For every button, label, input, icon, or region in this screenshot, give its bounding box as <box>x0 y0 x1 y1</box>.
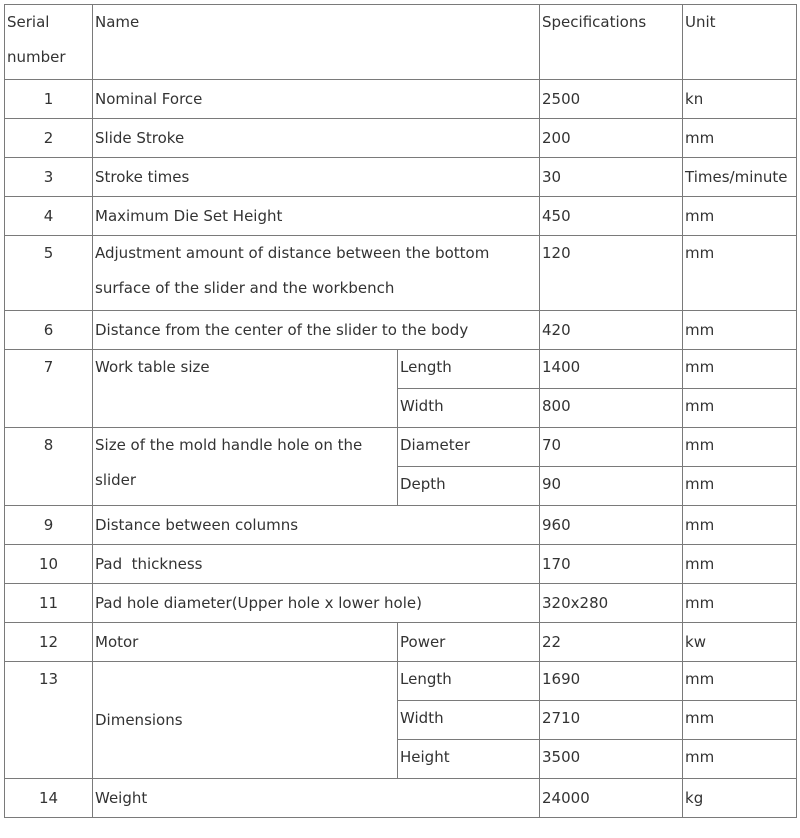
row-unit: mm <box>683 545 797 584</box>
row-name: Work table size <box>93 350 398 428</box>
row-number: 5 <box>5 236 93 311</box>
row-unit: mm <box>683 236 797 311</box>
spec-table <box>4 4 797 818</box>
row-unit: mm <box>683 467 797 506</box>
row-name: Distance from the center of the slider to the body <box>93 311 540 350</box>
table-row <box>5 506 797 545</box>
row-spec: 90 <box>540 467 683 506</box>
table-row <box>5 779 797 818</box>
row-unit: mm <box>683 350 797 389</box>
row-number: 14 <box>5 779 93 818</box>
row-sub: Width <box>398 389 540 428</box>
row-name: Maximum Die Set Height <box>93 197 540 236</box>
row-sub: Power <box>398 623 540 662</box>
row-spec: 320x280 <box>540 584 683 623</box>
row-name: Nominal Force <box>93 80 540 119</box>
row-unit: Times/minute <box>683 158 797 197</box>
header-serial: Serial number <box>5 5 93 80</box>
table-row <box>5 584 797 623</box>
row-unit: mm <box>683 119 797 158</box>
row-unit: mm <box>683 584 797 623</box>
row-spec: 420 <box>540 311 683 350</box>
header-spec: Specifications <box>540 5 683 80</box>
row-spec: 450 <box>540 197 683 236</box>
table-row <box>5 428 797 467</box>
row-name: Motor <box>93 623 398 662</box>
table-row <box>5 119 797 158</box>
header-unit: Unit <box>683 5 797 80</box>
row-unit: kg <box>683 779 797 818</box>
row-spec: 1400 <box>540 350 683 389</box>
row-sub: Length <box>398 662 540 701</box>
row-number: 1 <box>5 80 93 119</box>
row-unit: mm <box>683 506 797 545</box>
row-number: 13 <box>5 662 93 779</box>
table-row <box>5 197 797 236</box>
table-row <box>5 662 797 701</box>
row-spec: 22 <box>540 623 683 662</box>
table-row <box>5 236 797 311</box>
row-number: 2 <box>5 119 93 158</box>
row-unit: kn <box>683 80 797 119</box>
row-unit: mm <box>683 428 797 467</box>
row-name: Stroke times <box>93 158 540 197</box>
table-row <box>5 545 797 584</box>
row-sub: Height <box>398 740 540 779</box>
row-spec: 800 <box>540 389 683 428</box>
row-number: 11 <box>5 584 93 623</box>
row-number: 8 <box>5 428 93 506</box>
table-row <box>5 350 797 389</box>
row-name: Dimensions <box>93 662 398 779</box>
row-sub: Diameter <box>398 428 540 467</box>
row-unit: kw <box>683 623 797 662</box>
table-row <box>5 80 797 119</box>
row-name: Slide Stroke <box>93 119 540 158</box>
row-unit: mm <box>683 197 797 236</box>
table-row <box>5 158 797 197</box>
row-number: 12 <box>5 623 93 662</box>
row-name: Pad hole diameter(Upper hole x lower hole) <box>93 584 540 623</box>
row-name: Adjustment amount of distance between the bottom surface of the slider and the workbench <box>93 236 540 311</box>
row-unit: mm <box>683 662 797 701</box>
row-sub: Depth <box>398 467 540 506</box>
row-spec: 200 <box>540 119 683 158</box>
row-number: 4 <box>5 197 93 236</box>
row-unit: mm <box>683 389 797 428</box>
row-spec: 3500 <box>540 740 683 779</box>
row-spec: 2500 <box>540 80 683 119</box>
row-spec: 24000 <box>540 779 683 818</box>
row-spec: 30 <box>540 158 683 197</box>
header-name: Name <box>93 5 540 80</box>
table-row <box>5 311 797 350</box>
row-spec: 960 <box>540 506 683 545</box>
row-spec: 170 <box>540 545 683 584</box>
row-unit: mm <box>683 701 797 740</box>
row-name: Weight <box>93 779 540 818</box>
header-row <box>5 5 797 80</box>
row-spec: 1690 <box>540 662 683 701</box>
row-number: 9 <box>5 506 93 545</box>
row-unit: mm <box>683 311 797 350</box>
row-spec: 2710 <box>540 701 683 740</box>
row-unit: mm <box>683 740 797 779</box>
row-name: Pad thickness <box>93 545 540 584</box>
row-number: 6 <box>5 311 93 350</box>
row-number: 3 <box>5 158 93 197</box>
row-number: 10 <box>5 545 93 584</box>
table-row <box>5 623 797 662</box>
row-spec: 120 <box>540 236 683 311</box>
row-sub: Width <box>398 701 540 740</box>
row-number: 7 <box>5 350 93 428</box>
row-spec: 70 <box>540 428 683 467</box>
row-name: Distance between columns <box>93 506 540 545</box>
row-sub: Length <box>398 350 540 389</box>
row-name: Size of the mold handle hole on the slider <box>93 428 398 506</box>
